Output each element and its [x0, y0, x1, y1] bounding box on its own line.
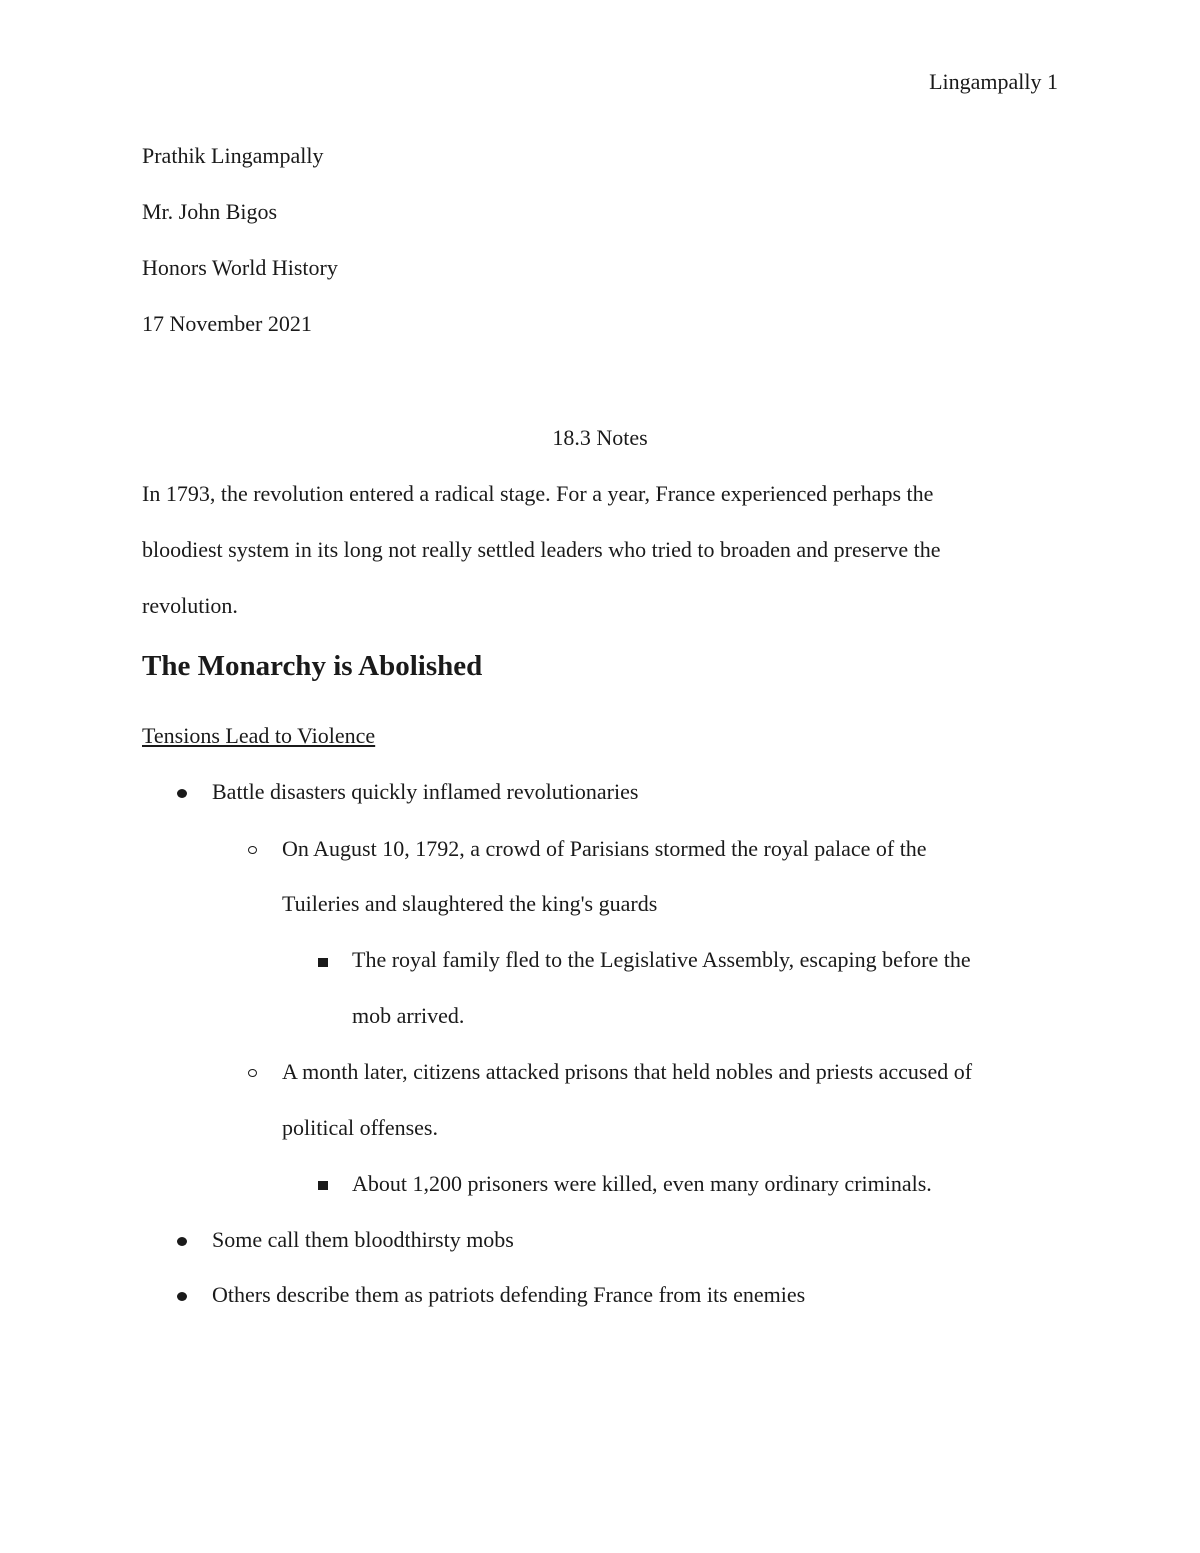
list-item-level1: Some call them bloodthirsty mobs	[212, 1227, 514, 1252]
list-item-level1: Others describe them as patriots defending France from its enemies	[212, 1282, 806, 1307]
bullet-disc-icon	[177, 1237, 187, 1246]
author-name: Prathik Lingampally	[142, 143, 324, 168]
bullet-square-icon	[318, 958, 328, 967]
list-item-level2-line1: A month later, citizens attacked prisons that held nobles and priests accused of	[282, 1059, 973, 1084]
teacher-name: Mr. John Bigos	[142, 199, 278, 224]
list-item-level3-line1: The royal family fled to the Legislative Assembly, escaping before the	[352, 947, 971, 972]
intro-line-1: In 1793, the revolution entered a radical stage. For a year, France experienced perhaps the	[142, 481, 934, 506]
page-title: 18.3 Notes	[552, 425, 648, 450]
list-item-level2-line1: On August 10, 1792, a crowd of Parisians stormed the royal palace of the	[282, 836, 927, 861]
bullet-disc-icon	[177, 1292, 187, 1301]
list-item-level2-line2: political offenses.	[282, 1115, 438, 1140]
section-subheading: Tensions Lead to Violence	[142, 723, 376, 748]
intro-line-3: revolution.	[142, 593, 238, 618]
document-date: 17 November 2021	[142, 311, 312, 336]
list-item-level1: Battle disasters quickly inflamed revolutionaries	[212, 779, 639, 804]
list-item-level3-line1: About 1,200 prisoners were killed, even many ordinary criminals.	[352, 1171, 932, 1196]
bullet-circle-icon	[248, 1069, 257, 1077]
list-item-level3-line2: mob arrived.	[352, 1003, 465, 1028]
bullet-circle-icon	[248, 846, 257, 854]
list-item-level2-line2: Tuileries and slaughtered the king's guards	[282, 891, 658, 916]
section-heading: The Monarchy is Abolished	[142, 650, 483, 682]
running-head: Lingampally 1	[929, 69, 1058, 94]
bullet-disc-icon	[177, 789, 187, 798]
bullet-square-icon	[318, 1181, 328, 1190]
intro-line-2: bloodiest system in its long not really settled leaders who tried to broaden and preserve the	[142, 537, 941, 562]
course-name: Honors World History	[142, 255, 338, 280]
